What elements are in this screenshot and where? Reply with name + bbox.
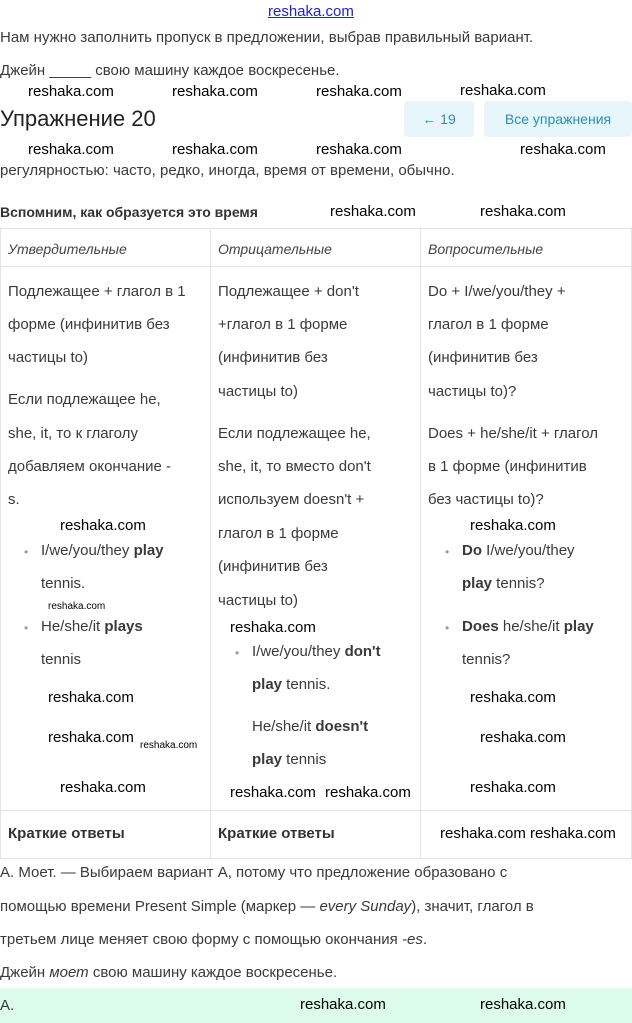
rule-text: частицы to) bbox=[218, 592, 298, 609]
rule-text: (инфинитив без bbox=[218, 349, 328, 366]
rule-text: s. bbox=[8, 491, 20, 508]
watermark: reshaka.com bbox=[520, 141, 606, 158]
watermark: reshaka.com bbox=[316, 141, 402, 158]
rule-text: без частицы to)? bbox=[428, 491, 544, 508]
watermark: reshaka.com bbox=[48, 601, 106, 612]
rule-text: частицы to) bbox=[8, 349, 88, 366]
watermark: reshaka.com bbox=[60, 779, 146, 796]
watermark: reshaka.com bbox=[300, 996, 386, 1013]
rule-text: Если подлежащее he, bbox=[8, 391, 161, 408]
example-line: I/we/you/they play bbox=[41, 542, 164, 559]
rule-text: добавляем окончание - bbox=[8, 458, 172, 475]
explanation-line: Джейн моет свою машину каждое воскресенье. bbox=[0, 964, 338, 981]
example-line: Does he/she/it play bbox=[462, 618, 594, 635]
watermark: reshaka.com bbox=[480, 203, 566, 220]
watermark: reshaka.com bbox=[480, 996, 566, 1013]
explanation-line: третьем лице меняет свою форму с помощью окончания -es. bbox=[0, 931, 427, 948]
watermark: reshaka.com bbox=[440, 825, 526, 842]
watermark: reshaka.com bbox=[48, 729, 134, 746]
page-title: Упражнение 20 bbox=[0, 106, 156, 131]
example-line: tennis bbox=[41, 651, 82, 668]
rule-text: используем doesn't + bbox=[218, 491, 365, 508]
watermark: reshaka.com bbox=[60, 517, 146, 534]
header-affirmative: Утвердительные bbox=[8, 241, 127, 257]
watermark: reshaka.com bbox=[172, 141, 258, 158]
explanation-line: А. Моет. — Выбираем вариант А, потому что предложение образовано с bbox=[0, 864, 508, 881]
rule-text: глагол в 1 форме bbox=[218, 525, 339, 542]
rule-text: Подлежащее + глагол в 1 bbox=[8, 283, 186, 300]
short-answers-label: Краткие ответы bbox=[8, 825, 125, 842]
watermark: reshaka.com bbox=[230, 784, 316, 801]
watermark: reshaka.com bbox=[316, 83, 402, 100]
rule-text: she, it, то к глаголу bbox=[8, 425, 138, 442]
page: reshaka.com Нам нужно заполнить пропуск в предложении, выбрав правильный вариант. Джейн _____ свою машину каждое воскресенье. Упражнение 20 ← 19 Все упражнения регулярностью: часто, редко, иногда, время от времени, обычно. Вспомним, как образуется это время Утвердительные Отрицательные Вопросительные Подлежащее + глагол в 1 форме (инфинитив без частицы to) Если подлежащее he, she, it, то к глаголу добавляем окончание - s. • I/we/you/they play tennis. • He/she/it plays tennis Подлежащее + don't +глагол в 1 форме (инфинитив без частицы to) Если подлежащее he, she, it, то вместо don't используем doesn't + глагол в 1 форме (инфинитив без частицы to) • I/we/you/they don't play tennis. He/she/it doesn't play tennis Do + I/we/you/they + глагол в 1 форме (инфинитив без частицы to)? Does + he/she/it + глагол в 1 форме (инфинитив без частицы to)? • Do I/we/you/they play tennis? • Does he/she/it play tennis? Краткие ответы Краткие ответы А. Моет. — Выбираем вариант А, потому что предложение образовано с помощью времени Present Simple (маркер — every Sunday), значит, глагол в третьем лице меняет свою форму с помощью окончания -es. Джейн моет свою машину каждое воскресенье. А. reshaka.com reshaka.com reshaka.com reshaka.com reshaka.com reshaka.com reshaka.com reshaka.com reshaka.com reshaka.com reshaka.com reshaka.com reshaka.com reshaka.com reshaka.com reshaka.com reshaka.com reshaka.com reshaka.com reshaka.com reshaka.com reshaka.com reshaka.com reshaka.com reshaka.com reshaka.com reshaka.com bbox=[0, 0, 632, 1023]
example-line: Do I/we/you/they bbox=[462, 542, 575, 559]
watermark: reshaka.com bbox=[470, 779, 556, 796]
answer-text: А. bbox=[0, 997, 15, 1014]
example-line: tennis? bbox=[462, 651, 511, 668]
example-line: tennis. bbox=[41, 575, 86, 592]
watermark: reshaka.com bbox=[460, 82, 546, 99]
header-interrogative: Вопросительные bbox=[428, 241, 544, 257]
prev-exercise-button[interactable]: ← 19 bbox=[404, 101, 474, 137]
example-line: play tennis bbox=[252, 751, 327, 768]
rule-text: глагол в 1 форме bbox=[428, 316, 549, 333]
watermark: reshaka.com bbox=[470, 517, 556, 534]
rule-text: she, it, то вместо don't bbox=[218, 458, 371, 475]
task-sentence: Джейн _____ свою машину каждое воскресенье. bbox=[0, 62, 340, 79]
rule-text: в 1 форме (инфинитив bbox=[428, 458, 587, 475]
watermark: reshaka.com bbox=[530, 825, 616, 842]
rule-text: (инфинитив без bbox=[428, 349, 538, 366]
rule-text: Подлежащее + don't bbox=[218, 283, 359, 300]
watermark: reshaka.com bbox=[172, 83, 258, 100]
watermark: reshaka.com bbox=[330, 203, 416, 220]
watermark: reshaka.com bbox=[48, 689, 134, 706]
watermark: reshaka.com bbox=[325, 784, 411, 801]
example-line: He/she/it doesn't bbox=[252, 718, 369, 735]
rule-text: Если подлежащее he, bbox=[218, 425, 371, 442]
watermark: reshaka.com bbox=[230, 619, 316, 636]
watermark: reshaka.com bbox=[470, 689, 556, 706]
example-line: I/we/you/they don't bbox=[252, 643, 381, 660]
rule-text: (инфинитив без bbox=[218, 558, 328, 575]
example-line: He/she/it plays bbox=[41, 618, 143, 635]
example-line: play tennis. bbox=[252, 676, 331, 693]
rule-text: Does + he/she/it + глагол bbox=[428, 425, 599, 442]
section-title: Вспомним, как образуется это время bbox=[0, 204, 258, 220]
intro-text: регулярностью: часто, редко, иногда, время от времени, обычно. bbox=[0, 162, 455, 179]
explanation-line: помощью времени Present Simple (маркер — every Sunday), значит, глагол в bbox=[0, 898, 534, 915]
short-answers-label: Краткие ответы bbox=[218, 825, 335, 842]
all-exercises-button[interactable]: Все упражнения bbox=[484, 101, 632, 137]
example-line: play tennis? bbox=[462, 575, 545, 592]
rule-text: +глагол в 1 форме bbox=[218, 316, 348, 333]
watermark: reshaka.com bbox=[140, 740, 198, 751]
rule-text: форме (инфинитив без bbox=[8, 316, 170, 333]
task-instruction: Нам нужно заполнить пропуск в предложении, выбрав правильный вариант. bbox=[0, 29, 534, 46]
rule-text: Do + I/we/you/they + bbox=[428, 283, 566, 300]
watermark: reshaka.com bbox=[28, 83, 114, 100]
rule-text: частицы to) bbox=[218, 383, 298, 400]
site-logo-link[interactable]: reshaka.com bbox=[268, 3, 354, 20]
header-negative: Отрицательные bbox=[218, 241, 332, 257]
rule-text: частицы to)? bbox=[428, 383, 517, 400]
watermark: reshaka.com bbox=[28, 141, 114, 158]
watermark: reshaka.com bbox=[480, 729, 566, 746]
